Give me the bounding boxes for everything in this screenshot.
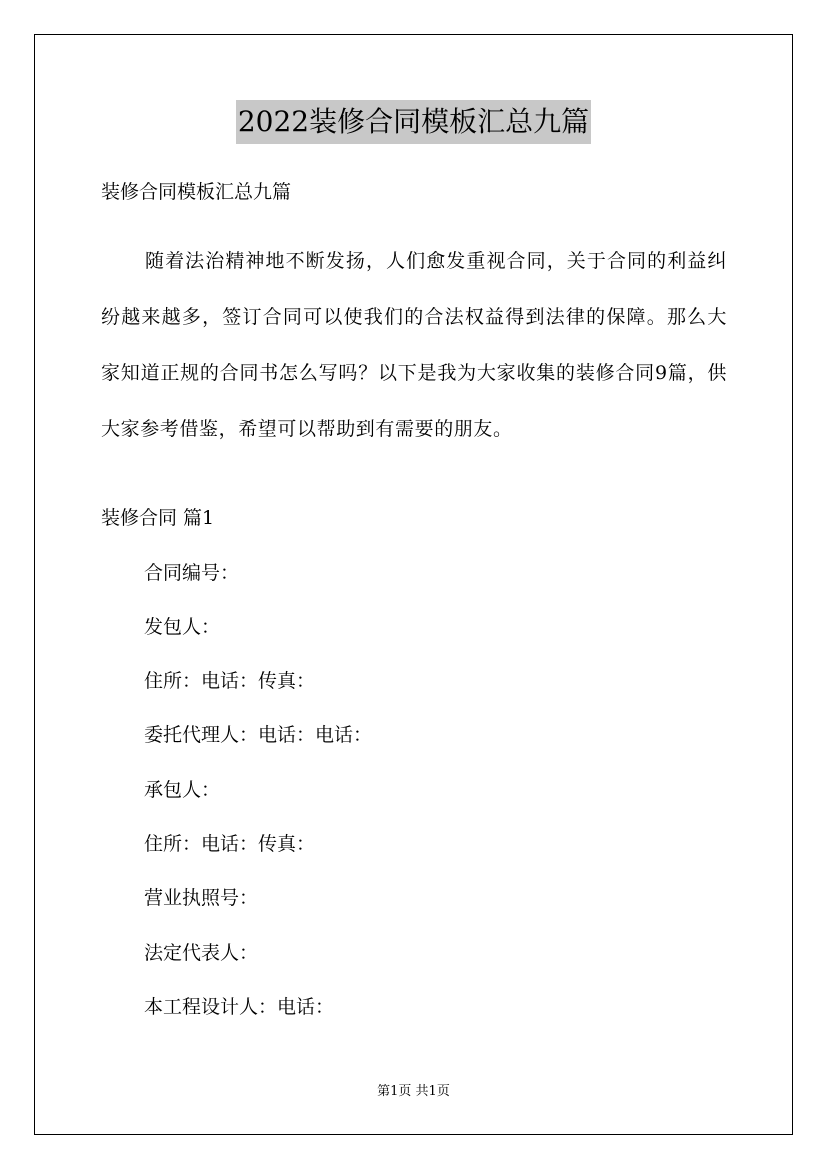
field-contract-number: 合同编号： — [144, 562, 240, 584]
field-authorized-agent: 委托代理人：电话：电话： — [144, 724, 373, 746]
intro-paragraph: 随着法治精神地不断发扬，人们愈发重视合同，关于合同的利益纠纷越来越多，签订合同可以使我们的合法权益得到法律的保障。那么大家知道正规的合同书怎么写吗？以下是我为大家收集的装修合同9篇，供大家参考借鉴，希望可以帮助到有需要的朋友。 — [101, 250, 727, 440]
document-subtitle: 装修合同模板汇总九篇 — [101, 181, 292, 203]
field-project-designer: 本工程设计人：电话： — [144, 996, 335, 1018]
document-title: 2022装修合同模板汇总九篇 — [236, 100, 591, 144]
field-employer: 发包人： — [144, 616, 221, 638]
page-footer: 第1页 共1页 — [377, 1084, 450, 1099]
field-business-license: 营业执照号： — [144, 887, 259, 909]
section-heading: 装修合同 篇1 — [101, 507, 215, 529]
field-employer-address: 住所：电话：传真： — [144, 670, 316, 692]
field-legal-representative: 法定代表人： — [144, 942, 259, 964]
field-contractor-address: 住所：电话：传真： — [144, 833, 316, 855]
field-contractor: 承包人： — [144, 779, 221, 801]
title-container — [0, 100, 827, 144]
